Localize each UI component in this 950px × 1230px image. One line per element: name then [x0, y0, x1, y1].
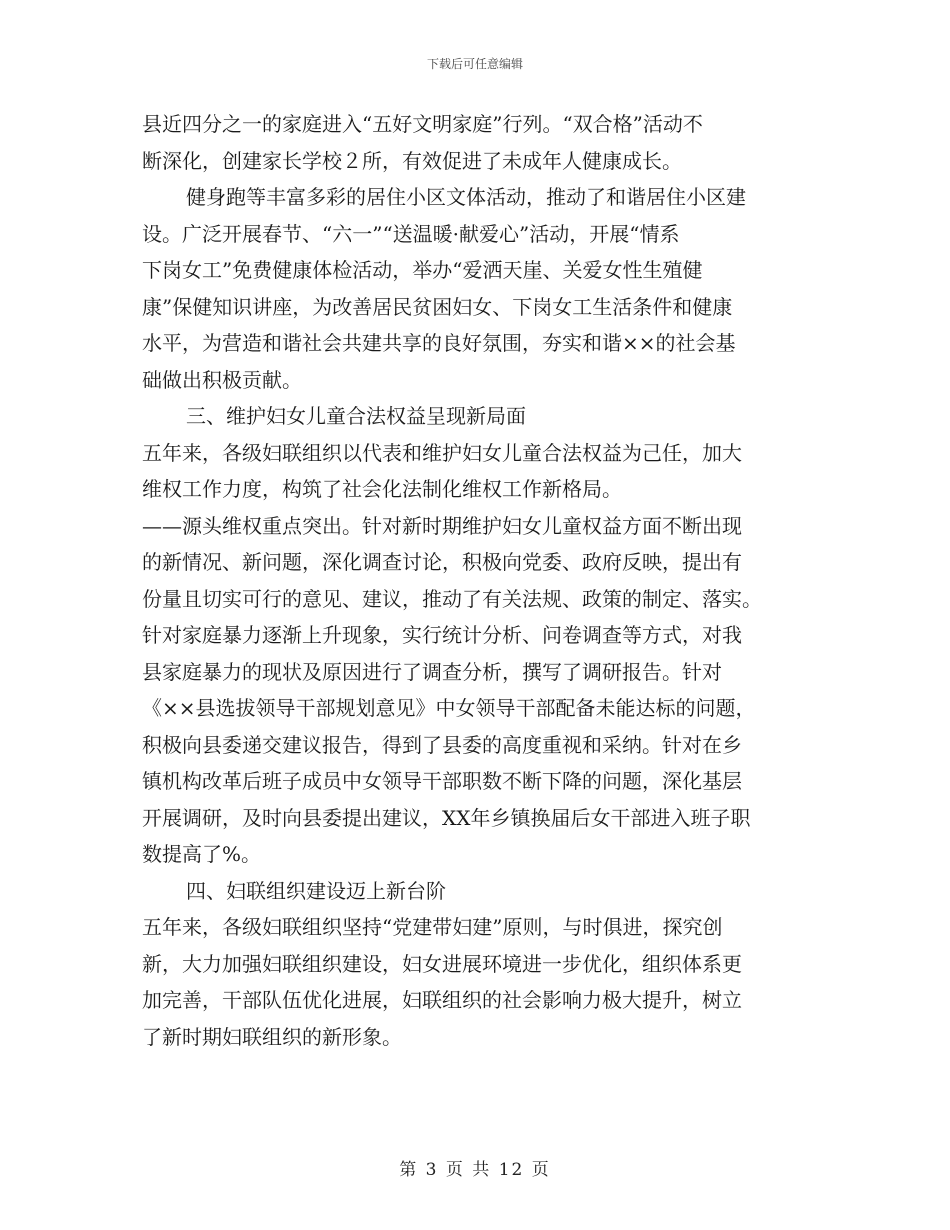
text-line: 《××县选拔领导干部规划意见》中女领导干部配备未能达标的问题，	[142, 696, 756, 720]
text-line: 水平，为营造和谐社会共建共享的良好氛围，夯实和谐××的社会基	[142, 331, 736, 355]
text-line: 加完善，干部队伍优化进展，妇联组织的社会影响力极大提升，树立	[142, 988, 742, 1012]
text-line: 份量且切实可行的意见、建议，推动了有关法规、政策的制定、落实。	[142, 586, 762, 611]
text-line: 维权工作力度，构筑了社会化法制化维权工作新格局。	[142, 477, 622, 501]
text-line: 数提高了%。	[142, 842, 262, 866]
text-line: ——源头维权重点突出。针对新时期维护妇女儿童权益方面不断出现	[142, 513, 742, 538]
text-line: 县近四分之一的家庭进入“五好文明家庭”行列。“双合格”活动不	[142, 112, 703, 136]
text-line: 设。广泛开展春节、“六一”“送温暖·献爱心”活动，开展“情系	[142, 221, 680, 246]
section-heading: 三、维护妇女儿童合法权益呈现新局面	[186, 404, 526, 428]
text-line: 断深化，创建家长学校２所，有效促进了未成年人健康成长。	[142, 148, 682, 173]
document-body	[142, 106, 802, 1055]
page-number-footer: 第 3 页 共 12 页	[399, 1160, 551, 1180]
text-line: 五年来，各级妇联组织坚持“党建带妇建”原则，与时俱进，探究创	[142, 915, 723, 939]
text-line: 针对家庭暴力逐渐上升现象，实行统计分析、问卷调查等方式，对我	[142, 623, 742, 647]
text-line: 新，大力加强妇联组织建设，妇女进展环境进一步优化，组织体系更	[142, 951, 742, 976]
text-line: 五年来，各级妇联组织以代表和维护妇女儿童合法权益为己任，加大	[142, 440, 742, 465]
text-line: 的新情况、新问题，深化调查讨论，积极向党委、政府反映，提出有	[142, 550, 742, 574]
text-line: 积极向县委递交建议报告，得到了县委的高度重视和采纳。针对在乡	[142, 732, 742, 757]
section-heading: 四、妇联组织建设迈上新台阶	[186, 878, 446, 903]
text-line: 础做出积极贡献。	[142, 367, 302, 392]
text-line: 下岗女工”免费健康体检活动，举办“爱洒天崖、关爱女性生殖健	[142, 258, 703, 282]
paragraph-start-line: 健身跑等丰富多彩的居住小区文体活动，推动了和谐居住小区建	[186, 185, 746, 209]
text-line: 镇机构改革后班子成员中女领导干部职数不断下降的问题，深化基层	[142, 769, 742, 793]
text-line: 开展调研，及时向县委提出建议，XX年乡镇换届后女干部进入班子职	[142, 805, 751, 830]
text-line: 了新时期妇联组织的新形象。	[142, 1024, 402, 1049]
page-header: 下载后可任意编辑	[426, 57, 523, 71]
text-line: 县家庭暴力的现状及原因进行了调查分析，撰写了调研报告。针对	[142, 659, 722, 684]
text-line: 康”保健知识讲座，为改善居民贫困妇女、下岗女工生活条件和健康	[142, 294, 733, 319]
